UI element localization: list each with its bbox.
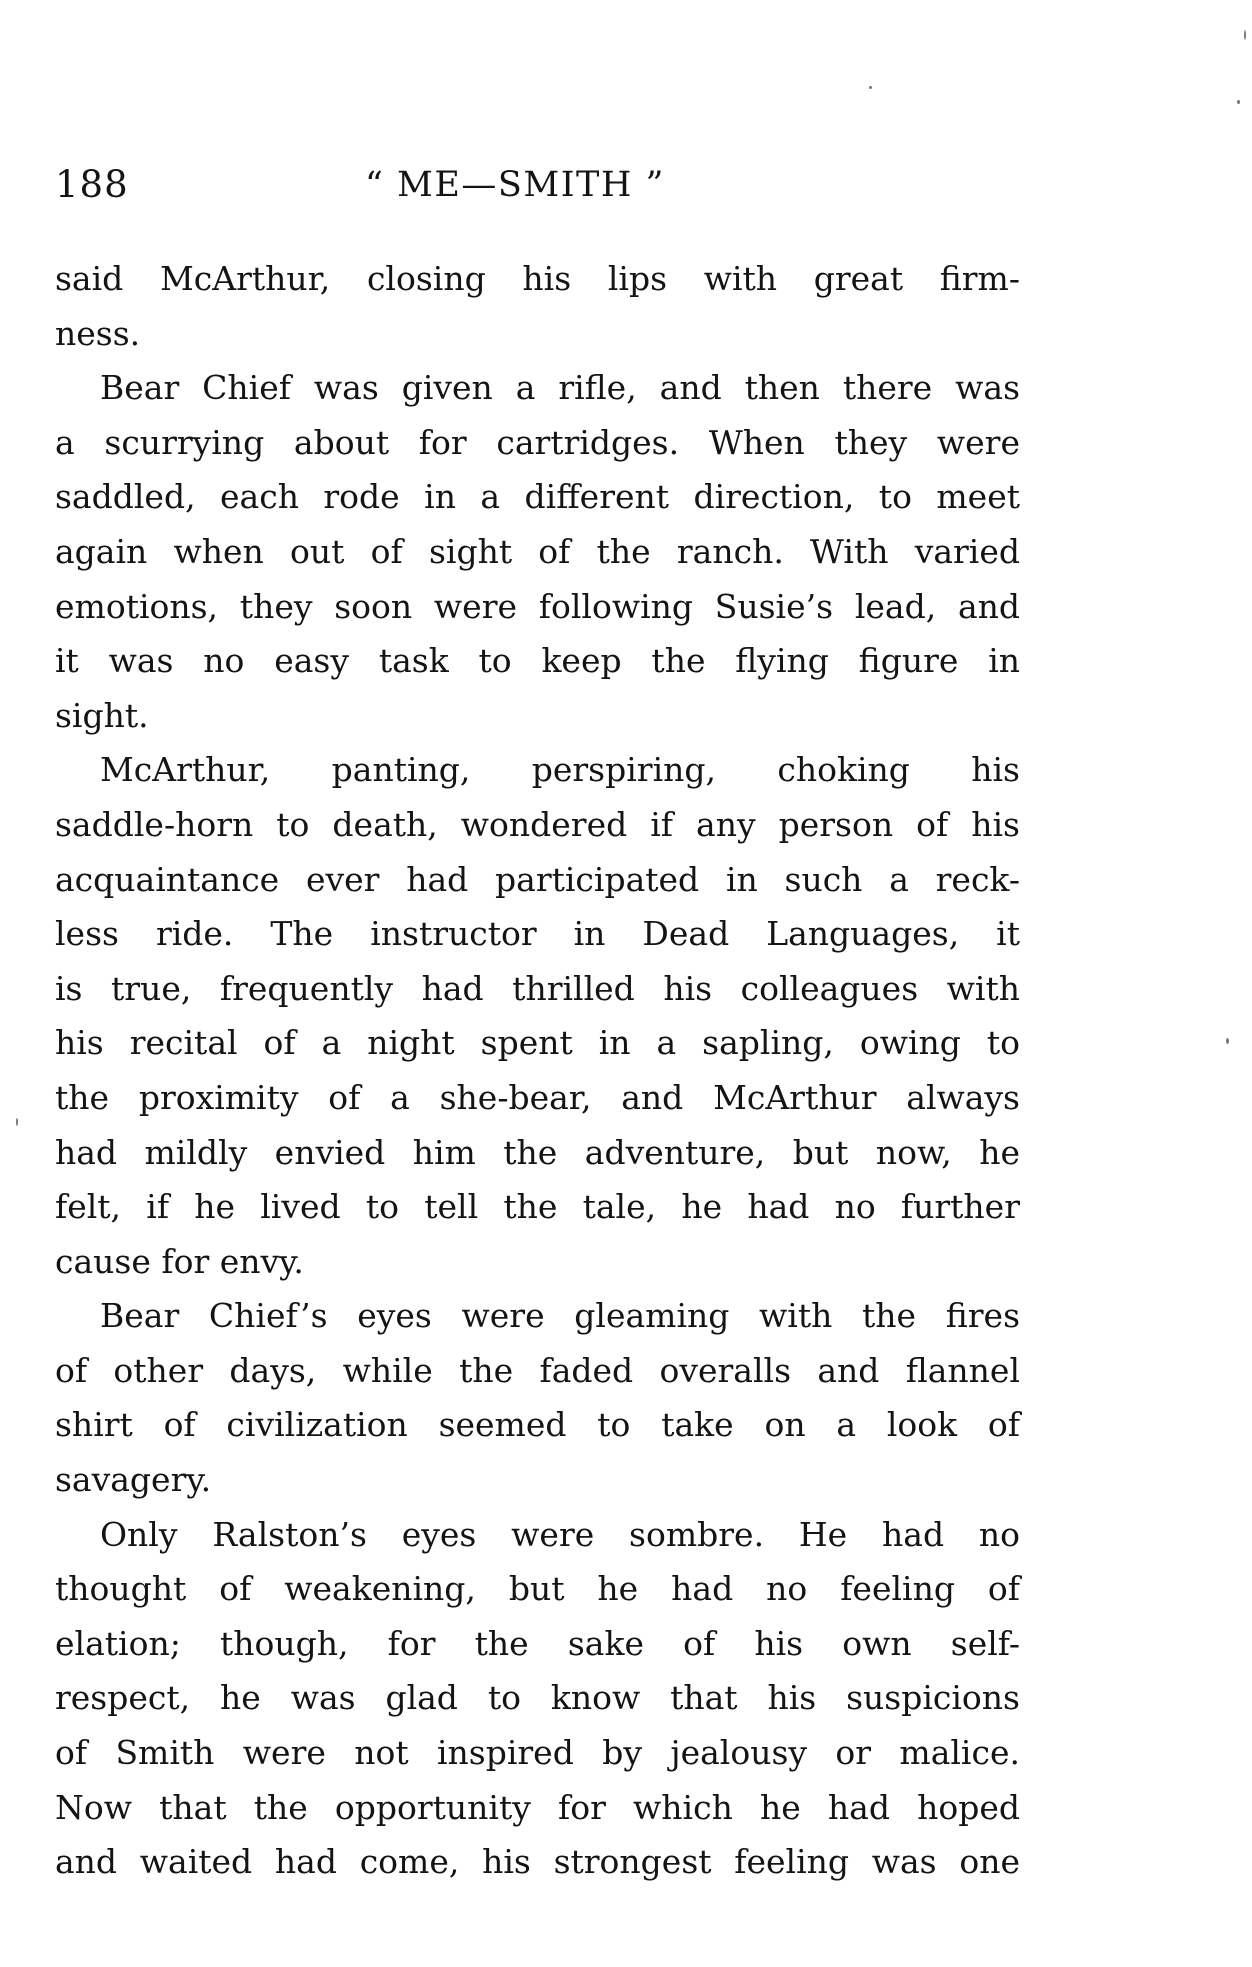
running-head: [55, 158, 1020, 212]
text-line: his recital of a night spent in a sapling, owing to: [55, 1023, 1020, 1063]
scan-speck: [1226, 1038, 1229, 1044]
text-line: Bear Chief’s eyes were gleaming with the fires: [100, 1296, 1020, 1336]
text-line: Bear Chief was given a rifle, and then there was: [100, 368, 1020, 408]
text-line: the proximity of a she-bear, and McArthur always: [55, 1077, 1020, 1117]
paragraph: [55, 1289, 1020, 1507]
text-line: ness.: [55, 313, 141, 353]
text-line: less ride. The instructor in Dead Languages, it: [55, 914, 1020, 954]
text-line: saddle-horn to death, wondered if any person of his: [55, 804, 1020, 844]
paragraph: [55, 361, 1020, 743]
text-line: respect, he was glad to know that his suspicions: [55, 1678, 1020, 1718]
scan-speck: [1237, 100, 1240, 104]
text-line: McArthur, panting, perspiring, choking his: [100, 750, 1020, 790]
paragraph: [55, 1508, 1020, 1890]
text-line: is true, frequently had thrilled his colleagues with: [55, 968, 1020, 1008]
text-line: savagery.: [55, 1460, 212, 1500]
text-line: emotions, they soon were following Susie’s lead, and: [55, 586, 1020, 626]
paragraph: [55, 743, 1020, 1289]
text-line: thought of weakening, but he had no feeling of: [55, 1569, 1020, 1609]
page-number: 188: [55, 163, 129, 206]
text-line: again when out of sight of the ranch. With varied: [55, 531, 1020, 571]
text-line: it was no easy task to keep the flying figure in: [55, 641, 1020, 681]
text-line: said McArthur, closing his lips with great firm-: [55, 259, 1020, 298]
scan-speck: [869, 86, 872, 89]
running-head-title: “ ME—SMITH ”: [365, 165, 665, 205]
text-line: cause for envy.: [55, 1241, 304, 1281]
text-line: acquaintance ever had participated in such a reck-: [55, 859, 1020, 899]
text-line: shirt of civilization seemed to take on a look of: [55, 1405, 1020, 1445]
text-line: Only Ralston’s eyes were sombre. He had no: [100, 1514, 1020, 1554]
text-line: of Smith were not inspired by jealousy or malice.: [55, 1733, 1020, 1773]
text-line: Now that the opportunity for which he had hoped: [55, 1787, 1020, 1827]
scan-speck: [1244, 30, 1246, 40]
paragraph: [55, 252, 1020, 361]
text-line: saddled, each rode in a different direction, to meet: [55, 477, 1020, 517]
text-line: a scurrying about for cartridges. When they were: [55, 422, 1020, 462]
body-text: [55, 252, 1020, 1890]
text-line: felt, if he lived to tell the tale, he had no further: [55, 1187, 1020, 1227]
text-line: and waited had come, his strongest feeling was one: [55, 1842, 1020, 1882]
text-line: had mildly envied him the adventure, but now, he: [55, 1132, 1020, 1172]
text-line: elation; though, for the sake of his own self-: [55, 1623, 1020, 1663]
text-line: of other days, while the faded overalls and flannel: [55, 1350, 1020, 1390]
text-line: sight.: [55, 695, 149, 735]
scan-speck: [16, 1118, 18, 1126]
